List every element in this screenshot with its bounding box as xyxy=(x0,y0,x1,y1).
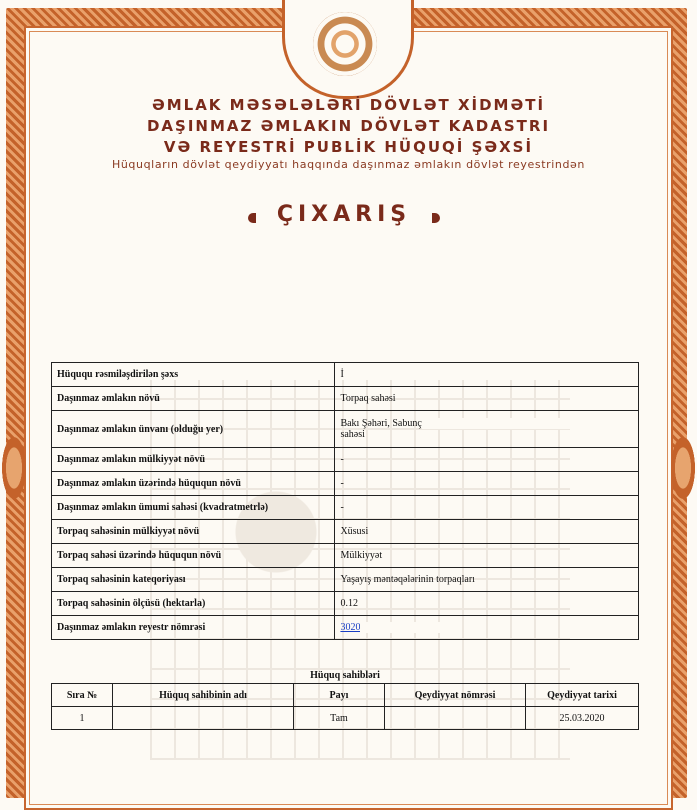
row-value: - xyxy=(335,448,639,472)
owner-name-value: İ xyxy=(340,368,344,380)
registration-number xyxy=(385,707,526,730)
row-value: Yaşayış məntəqələrinin torpaqları xyxy=(335,568,639,592)
row-value: Torpaq sahəsi xyxy=(335,387,639,411)
row-key: Hüququ rəsmiləşdirilən şəxs xyxy=(52,363,335,387)
column-header: Payı xyxy=(294,684,385,707)
registration-date: 25.03.2020 xyxy=(526,707,639,730)
owner-index: 1 xyxy=(52,707,113,730)
header-line-1: ƏMLAK MƏSƏLƏLƏRİ DÖVLƏT XİDMƏTİ xyxy=(151,96,546,114)
owners-header-row xyxy=(52,684,639,707)
row-key: Daşınmaz əmlakın növü xyxy=(52,387,335,411)
registry-number-link[interactable]: 3020 xyxy=(340,621,361,633)
table-row xyxy=(52,520,639,544)
table-row xyxy=(52,363,639,387)
row-key: Daşınmaz əmlakın mülkiyyət növü xyxy=(52,448,335,472)
table-row xyxy=(52,411,639,448)
owners-title: Hüquq sahibləri xyxy=(310,670,380,681)
header-subtitle: Hüquqların dövlət qeydiyyatı haqqında daşınmaz əmlakın dövlət reyestrindən xyxy=(111,158,585,171)
row-key: Torpaq sahəsinin kateqoriyası xyxy=(52,568,335,592)
redaction xyxy=(422,418,592,429)
table-row xyxy=(52,592,639,616)
table-row xyxy=(52,544,639,568)
column-header: Qeydiyyat nömrəsi xyxy=(385,684,526,707)
redaction xyxy=(344,369,484,380)
left-ornament xyxy=(0,432,28,504)
row-key: Daşınmaz əmlakın reyestr nömrəsi xyxy=(52,616,335,640)
table-row xyxy=(52,448,639,472)
row-value xyxy=(335,363,639,387)
column-header: Qeydiyyat tarixi xyxy=(526,684,639,707)
row-value xyxy=(335,411,639,448)
row-key: Torpaq sahəsinin ölçüsü (hektarla) xyxy=(52,592,335,616)
address-value: Bakı Şəhəri, Sabunç xyxy=(340,417,422,429)
row-value: - xyxy=(335,472,639,496)
header-line-2: DAŞINMAZ ƏMLAKIN DÖVLƏT KADASTRI xyxy=(146,117,551,135)
row-key: Daşınmaz əmlakın ümumi sahəsi (kvadratmetrlə) xyxy=(52,496,335,520)
document-title-banner xyxy=(248,197,440,241)
right-ornament xyxy=(669,432,697,504)
table-row xyxy=(52,496,639,520)
table-row xyxy=(52,387,639,411)
column-header: Hüquq sahibinin adı xyxy=(113,684,294,707)
owner-name xyxy=(113,707,294,730)
row-value xyxy=(335,616,639,640)
row-value: Xüsusi xyxy=(335,520,639,544)
redaction xyxy=(360,622,440,633)
document-title: ÇIXARIŞ xyxy=(276,202,412,227)
state-emblem-icon xyxy=(313,12,377,76)
owner-share: Tam xyxy=(294,707,385,730)
row-key: Daşınmaz əmlakın ünvanı (olduğu yer) xyxy=(52,411,335,448)
column-header: Sıra № xyxy=(52,684,113,707)
row-value: 0.12 xyxy=(335,592,639,616)
row-value: - xyxy=(335,496,639,520)
table-row xyxy=(52,616,639,640)
header-line-3: VƏ REYESTRİ PUBLİK HÜQUQİ ŞƏXSİ xyxy=(163,138,534,156)
row-key: Daşınmaz əmlakın üzərində hüququn növü xyxy=(52,472,335,496)
owners-table xyxy=(51,683,639,730)
property-info-table xyxy=(51,362,639,640)
table-row xyxy=(52,568,639,592)
table-row xyxy=(52,472,639,496)
row-key: Torpaq sahəsinin mülkiyyət növü xyxy=(52,520,335,544)
table-row xyxy=(52,707,639,730)
row-key: Torpaq sahəsi üzərində hüququn növü xyxy=(52,544,335,568)
address-value-2: sahəsi xyxy=(340,429,365,441)
row-value: Mülkiyyət xyxy=(335,544,639,568)
